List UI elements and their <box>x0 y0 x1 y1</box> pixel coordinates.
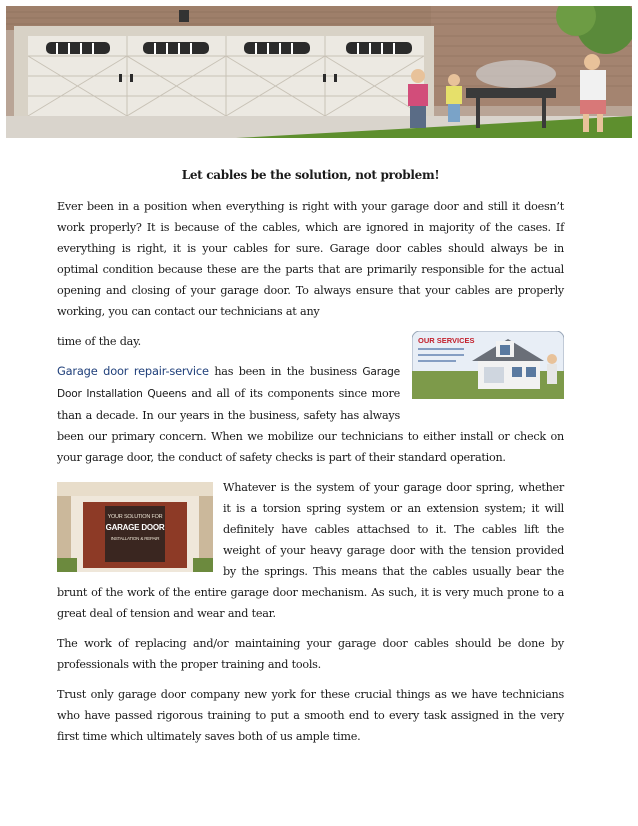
services-badge: OUR SERVICES <box>418 336 475 345</box>
services-image <box>412 331 564 403</box>
page-title: Let cables be the solution, not problem! <box>181 168 440 182</box>
paragraph-company-text-b: and all of its components since more than a decade. In our years in the business, safety has always been our primary concern. When we mobilize our technicians to either install or check on your garage door, the conduct of safety checks is part of their standard operation. <box>57 387 564 464</box>
paragraph-trust <box>57 684 564 747</box>
article <box>57 168 564 756</box>
hero-photo <box>6 6 632 138</box>
sign-line3: INSTALLATION & REPAIR <box>110 536 160 541</box>
sign-line1: YOUR SOLUTION FOR <box>107 514 163 520</box>
paragraph-professionals <box>57 633 564 675</box>
paragraph-intro-text: Ever been in a position when everything is right with your garage door and still it doesn’t work properly? It is because of the cables, which are ignored in majority of the cases. If everything is right, it is your cables for sure. Garage door cables should always be in optimal condition because these are the parts that are primarily responsible for the actual opening and closing of your garage door. To always ensure that your cables are properly working, you can contact our technicians at any <box>57 200 564 318</box>
repair-service-link[interactable]: Garage door repair-service <box>57 364 209 378</box>
paragraph-trust-text: Trust only garage door company new york for these crucial things as we have technicians who have passed rigorous training to put a smooth end to every task assigned in the very first time which ultimately saves both of us ample time. <box>57 688 564 743</box>
paragraph-intro-end-text: time of the day. <box>57 335 141 348</box>
garage-sign-image <box>57 482 213 579</box>
paragraph-intro <box>57 196 564 322</box>
installation-queens-link[interactable]: Garage Door Installation Queens <box>57 366 400 400</box>
paragraph-spring-system <box>57 477 564 624</box>
paragraph-company-text-a: has been in the business <box>208 365 363 378</box>
paragraph-spring-system-text: Whatever is the system of your garage door spring, whether it is a torsion spring system or an extension system; it will definitely have cables attachsed to it. The cables lift the weight of your heavy garage door with the tension provided by the springs. This means that the cables usually bear the brunt of the work of the entire garage door mechanism. As such, it is very much prone to a great deal of tension and wear and tear. <box>57 481 564 620</box>
sign-line2: GARAGE DOOR <box>105 523 165 532</box>
paragraph-professionals-text: The work of replacing and/or maintaining your garage door cables should be done by professionals with the proper training and tools. <box>57 637 564 671</box>
